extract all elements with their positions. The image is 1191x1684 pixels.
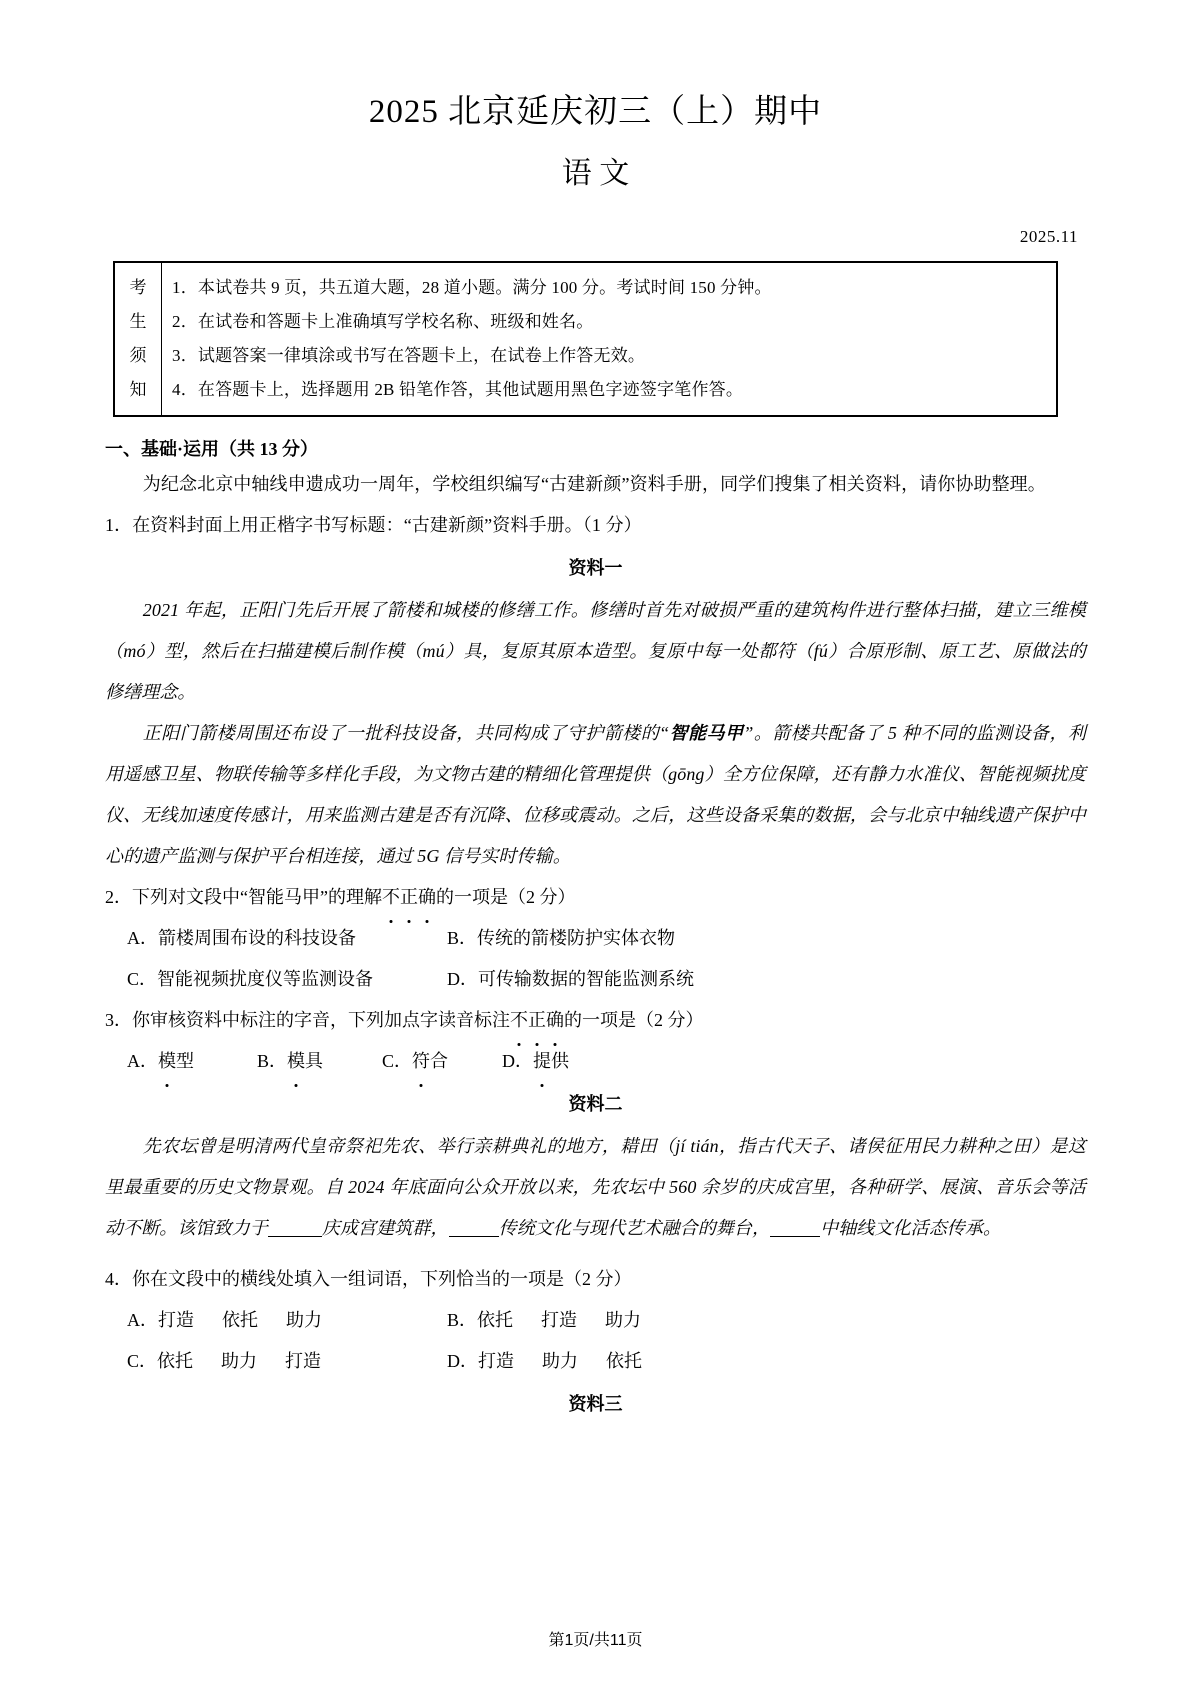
option-d-text: 可传输数据的智能监测系统 bbox=[478, 968, 694, 989]
option-a[interactable] bbox=[127, 918, 447, 959]
option-c-word-3: 打造 bbox=[285, 1350, 322, 1371]
resource-1-p2-post: ”。箭楼共配备了 5 种不同的监测设备，利用遥感卫星、物联传输等多样化手段，为文物古建的精细化管理提供（gōng）全方位保障，还有静力水准仪、智能视频扰度仪、无线加速度传感计，用来监测古建是否有沉降、位移或震动。之后，这些设备采集的数据，会与北京中轴线遗产保护中心的遗产监测与保护平台相连接，通过 5G 信号实时传输。 bbox=[105, 722, 1086, 866]
resource-2-heading: 资料二 bbox=[568, 1093, 623, 1114]
option-a-text: 箭楼周围布设的科技设备 bbox=[158, 927, 356, 948]
option-b[interactable] bbox=[257, 1041, 382, 1082]
question-2-stem-pre: 2．下列对文段中“智能马甲”的理解 bbox=[105, 886, 382, 907]
page-title: 2025 北京延庆初三（上）期中 bbox=[368, 94, 823, 130]
notice-label-char-1: 生 bbox=[129, 311, 147, 331]
question-3-stem-pre: 3．你审核资料中标注的字音，下列加点字读音标注 bbox=[105, 1009, 510, 1030]
option-d-dotted-char: 提 bbox=[533, 1041, 551, 1082]
option-a-letter: A． bbox=[127, 1309, 158, 1330]
resource-1-p2-pre: 正阳门箭楼周围还布设了一批科技设备，共同构成了守护箭楼的“ bbox=[142, 722, 670, 743]
resource-2-text-d: 中轴线文化活态传承。 bbox=[820, 1217, 1002, 1238]
option-c-text: 合 bbox=[430, 1050, 449, 1071]
option-b-text: 具 bbox=[305, 1050, 324, 1071]
resource-1-paragraph-1 bbox=[105, 590, 1086, 713]
notice-item: 4．在答题卡上，选择题用 2B 铅笔作答，其他试题用黑色字迹签字笔作答。 bbox=[172, 379, 744, 399]
resource-2-text-b: 庆成宫建筑群， bbox=[321, 1217, 449, 1238]
question-4-stem: 4．你在文段中的横线处填入一组词语，下列恰当的一项是（2 分） bbox=[105, 1268, 632, 1289]
subject-title: 语 文 bbox=[561, 157, 630, 191]
notice-label-char-2: 须 bbox=[129, 345, 147, 365]
option-c-letter: C． bbox=[127, 1350, 158, 1371]
question-2-stem bbox=[105, 877, 1086, 918]
option-d-letter: D． bbox=[447, 1350, 478, 1371]
option-c[interactable] bbox=[127, 1341, 447, 1382]
option-b[interactable] bbox=[447, 1300, 777, 1341]
option-a-text: 型 bbox=[176, 1050, 194, 1071]
notice-items-column bbox=[162, 263, 1056, 415]
option-b-word-1: 依托 bbox=[477, 1309, 514, 1330]
notice-item: 2．在试卷和答题卡上准确填写学校名称、班级和姓名。 bbox=[172, 311, 594, 331]
option-d-word-3: 依托 bbox=[606, 1350, 642, 1371]
resource-1-paragraph-2 bbox=[105, 713, 1086, 877]
option-b-letter: B． bbox=[447, 927, 478, 948]
option-b-word-3: 助力 bbox=[605, 1309, 642, 1330]
question-3-stem-emphasis: 不正确 bbox=[510, 1010, 564, 1030]
page-footer: 第1页/共11页 bbox=[548, 1632, 643, 1649]
resource-2-text-a: 先农坛曾是明清两代皇帝祭祀先农、举行亲耕典礼的地方，耤田（jí tián，指古代天子、诸侯征用民力耕种之田）是这里最重要的历史文物景观。自 2024 年底面向公众开放以来，先农坛中 560 余岁的庆成宫里，各种研学、展演、音乐会等活动不断。该馆致力于 bbox=[105, 1135, 1086, 1238]
notice-label-char-0: 考 bbox=[129, 277, 147, 297]
question-4-options-row-2 bbox=[105, 1341, 1086, 1382]
resource-2-text-c: 传统文化与现代艺术融合的舞台， bbox=[498, 1217, 771, 1238]
question-1: 1．在资料封面上用正楷字书写标题：“古建新颜”资料手册。（1 分） bbox=[105, 514, 642, 535]
fill-blank-2 bbox=[449, 1236, 499, 1237]
resource-1-paragraph-1-text-b: ú）合原形制、原工艺、原做法的修缮理念。 bbox=[105, 640, 1086, 702]
question-3-stem bbox=[105, 1000, 1086, 1041]
option-b-letter: B． bbox=[257, 1050, 288, 1071]
resource-1-heading: 资料一 bbox=[568, 557, 623, 578]
fill-blank-1 bbox=[268, 1236, 322, 1237]
resource-1-paragraph-1-text-a: 2021 年起，正阳门先后开展了箭楼和城楼的修缮工作。修缮时首先对破损严重的建筑构件进行整体扫描，建立三维模（mó）型，然后在扫描建模后制作模（mú）具，复原其原本造型。复原中每一处都符（f bbox=[105, 599, 1086, 661]
question-2-stem-emphasis: 不正确 bbox=[382, 887, 436, 907]
question-2-stem-post: 的一项是（2 分） bbox=[435, 886, 576, 907]
notice-item: 1．本试卷共 9 页，共五道大题，28 道小题。满分 100 分。考试时间 150 分钟。 bbox=[172, 277, 772, 297]
option-c-text: 智能视频扰度仪等监测设备 bbox=[157, 968, 374, 989]
section-intro: 为纪念北京中轴线申遗成功一周年，学校组织编写“古建新颜”资料手册，同学们搜集了相关资料，请你协助整理。 bbox=[142, 473, 1046, 494]
question-2-options-row-2 bbox=[105, 959, 1086, 1000]
option-d[interactable] bbox=[502, 1041, 569, 1082]
option-d-letter: D． bbox=[502, 1050, 533, 1071]
resource-1-p2-bold-term: 智能马甲 bbox=[669, 722, 744, 743]
notice-label-char-3: 知 bbox=[129, 379, 147, 399]
option-a[interactable] bbox=[127, 1041, 257, 1082]
resource-3-heading: 资料三 bbox=[568, 1393, 623, 1414]
option-c[interactable] bbox=[127, 959, 447, 1000]
option-c[interactable] bbox=[382, 1041, 502, 1082]
option-a-letter: A． bbox=[127, 927, 158, 948]
option-a-letter: A． bbox=[127, 1050, 158, 1071]
option-b[interactable] bbox=[447, 918, 777, 959]
option-b-dotted-char: 模 bbox=[287, 1041, 305, 1082]
question-2-options-row-1 bbox=[105, 918, 1086, 959]
option-d-word-1: 打造 bbox=[478, 1350, 514, 1371]
option-d[interactable] bbox=[447, 959, 777, 1000]
option-a-word-2: 依托 bbox=[222, 1309, 258, 1330]
candidate-notice-box bbox=[113, 261, 1058, 417]
fill-blank-3 bbox=[770, 1236, 820, 1237]
option-c-letter: C． bbox=[127, 968, 158, 989]
option-a-word-3: 助力 bbox=[286, 1309, 322, 1330]
option-c-word-1: 依托 bbox=[157, 1350, 194, 1371]
resource-2-paragraph bbox=[105, 1126, 1086, 1249]
option-d-word-2: 助力 bbox=[542, 1350, 578, 1371]
option-c-word-2: 助力 bbox=[221, 1350, 258, 1371]
option-d-letter: D． bbox=[447, 968, 478, 989]
option-a-dotted-char: 模 bbox=[158, 1041, 176, 1082]
option-b-letter: B． bbox=[447, 1309, 478, 1330]
question-3-options-row bbox=[105, 1041, 1086, 1082]
option-a[interactable] bbox=[127, 1300, 447, 1341]
option-c-dotted-char: 符 bbox=[412, 1041, 430, 1082]
option-d[interactable] bbox=[447, 1341, 777, 1382]
question-4-options-row-1 bbox=[105, 1300, 1086, 1341]
option-d-text: 供 bbox=[551, 1050, 569, 1071]
option-b-text: 传统的箭楼防护实体衣物 bbox=[477, 927, 676, 948]
option-c-letter: C． bbox=[382, 1050, 413, 1071]
notice-label-column bbox=[115, 263, 162, 415]
exam-date: 2025.11 bbox=[1019, 226, 1078, 246]
section-heading: 一、基础·运用（共 13 分） bbox=[105, 438, 319, 459]
notice-item: 3．试题答案一律填涂或书写在答题卡上，在试卷上作答无效。 bbox=[172, 345, 646, 365]
question-3-stem-post: 的一项是（2 分） bbox=[564, 1009, 704, 1030]
option-a-word-1: 打造 bbox=[158, 1309, 194, 1330]
option-b-word-2: 打造 bbox=[541, 1309, 578, 1330]
